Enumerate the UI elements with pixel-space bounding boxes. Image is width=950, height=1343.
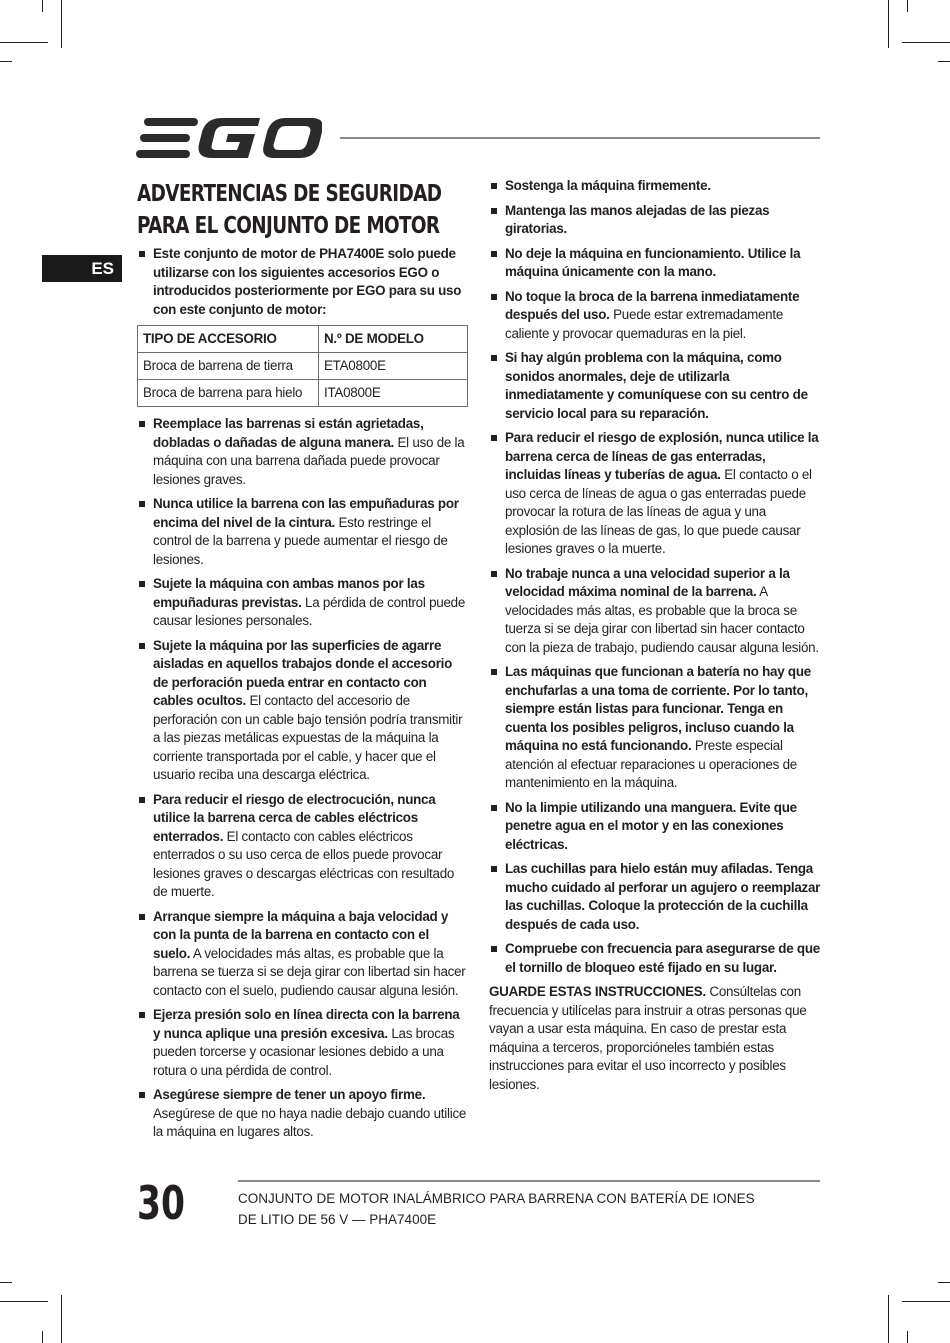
list-item — [489, 940, 822, 977]
warning-bold: No la limpie utilizando una manguera. Evite que penetre agua en el motor y en las conexiones eléctricas. — [505, 799, 797, 852]
list-item — [489, 288, 822, 344]
table-cell: ITA0800E — [319, 380, 468, 407]
intro-list — [137, 245, 469, 319]
list-item — [489, 799, 822, 855]
warning-bold: Compruebe con frecuencia para asegurarse de que el tornillo de bloqueo esté fijado en su lugar. — [505, 941, 820, 975]
table-header: TIPO DE ACCESORIO — [138, 326, 319, 353]
closing-paragraph — [489, 983, 822, 1094]
crop-mark — [0, 1282, 12, 1283]
list-item — [137, 791, 469, 902]
crop-mark — [888, 0, 889, 48]
warning-bold: Asegúrese siempre de tener un apoyo firme. — [153, 1087, 426, 1102]
warning-bold: No deje la máquina en funcionamiento. Utilice la máquina únicamente con la mano. — [505, 245, 801, 279]
list-item — [137, 1086, 469, 1142]
header-rule — [340, 137, 820, 139]
section-title: ADVERTENCIAS DE SEGURIDAD PARA EL CONJUNTO DE MOTOR — [137, 181, 442, 239]
crop-mark — [907, 1331, 908, 1343]
warning-text: El contacto o el uso cerca de líneas de agua o gas enterradas puede provocar la rotura de las líneas de agua y una explosión de las líneas de gas, lo que puede causar lesiones graves o la muerte. — [505, 467, 812, 556]
closing-text: Consúltelas con frecuencia y utilícelas para instruir a otras personas que vayan a usar esta máquina. En caso de prestar esta máquina a terceros, proporcióneles también estas instrucciones para evitar el uso incorrecto y posibles lesiones. — [489, 984, 807, 1092]
list-item — [137, 1006, 469, 1080]
table-cell: Broca de barrena de tierra — [138, 353, 319, 380]
crop-mark — [0, 42, 48, 43]
crop-mark — [907, 0, 908, 12]
crop-mark — [61, 0, 62, 48]
warning-bold: Arranque siempre la máquina a baja velocidad y con la punta de la barrena en contacto con el suelo. — [153, 908, 449, 961]
warning-bold: Reemplace las barrenas si están agrietadas, dobladas o dañadas de alguna manera. — [153, 416, 424, 450]
warning-bold: Sujete la máquina por las superficies de agarre aisladas en aquellos trabajos donde el accesorio de perforación pueda entrar en contacto con cables ocultos. — [153, 637, 453, 708]
warning-bold: Para reducir el riesgo de electrocución, nunca utilice la barrena cerca de cables eléctricos enterrados. — [153, 791, 436, 844]
warning-text: A velocidades más altas, es probable que la broca se tuerza si se deja girar con libertad sin hacer contacto con la pieza de trabajo, pudiendo causar alguna lesión. — [505, 584, 819, 655]
list-item — [489, 177, 822, 196]
list-item — [489, 245, 822, 282]
crop-mark — [42, 1331, 43, 1343]
warning-bold: Nunca utilice la barrena con las empuñaduras por encima del nivel de la cintura. — [153, 496, 459, 530]
table-row — [138, 380, 468, 407]
list-item — [137, 495, 469, 569]
list-item — [137, 908, 469, 1001]
page-number: 30 — [137, 1176, 186, 1230]
crop-mark — [902, 1301, 950, 1302]
warning-bold: Sostenga la máquina firmemente. — [505, 178, 711, 193]
accessory-table — [137, 325, 468, 407]
warning-text: A velocidades más altas, es probable que la barrena se tuerza si se deja girar con libertad sin hacer contacto con el suelo, pudiendo causar alguna lesión. — [153, 945, 466, 998]
warning-bold: Ejerza presión solo en línea directa con la barrena y nunca aplique una presión excesiva. — [153, 1007, 460, 1041]
left-column — [137, 245, 469, 1148]
footer-rule — [238, 1180, 820, 1182]
table-cell: Broca de barrena para hielo — [138, 380, 319, 407]
list-item — [489, 429, 822, 559]
table-row — [138, 353, 468, 380]
right-warning-list — [489, 177, 822, 977]
list-item — [489, 860, 822, 934]
closing-bold: GUARDE ESTAS INSTRUCCIONES. — [489, 984, 706, 999]
list-item — [137, 637, 469, 785]
list-item — [137, 245, 469, 319]
warning-bold: Sujete la máquina con ambas manos por las empuñaduras previstas. — [153, 576, 425, 610]
crop-mark — [0, 1301, 48, 1302]
list-item — [137, 575, 469, 631]
warning-bold: Si hay algún problema con la máquina, como sonidos anormales, deje de utilizarla inmediatamente y comuníquese con su centro de servicio local para su reparación. — [505, 350, 808, 421]
right-column — [489, 177, 822, 1094]
warning-bold: Para reducir el riesgo de explosión, nunca utilice la barrena cerca de líneas de gas enterradas, incluidas líneas y tuberías de agua. — [505, 430, 819, 482]
warning-text: La pérdida de control puede causar lesiones personales. — [153, 594, 466, 628]
warning-text: El contacto del accesorio de perforación con un cable bajo tensión podría transmitir a las piezas metálicas expuestas de la máquina la corriente transportada por el cable, y hacer que el usuario reciba una descarga eléctrica. — [153, 693, 463, 782]
language-tab: ES — [42, 255, 122, 282]
crop-mark — [902, 42, 950, 43]
table-cell: ETA0800E — [319, 353, 468, 380]
crop-mark — [61, 1295, 62, 1343]
list-item — [489, 202, 822, 239]
warning-bold: Mantenga las manos alejadas de las piezas giratorias. — [505, 202, 770, 236]
warning-text: El contacto con cables eléctricos enterrados o su uso cerca de ellos puede provocar lesiones graves o descargas eléctricas con resultado de muerte. — [153, 828, 455, 899]
left-warning-list — [137, 415, 469, 1142]
warning-text: Las brocas pueden torcerse y ocasionar lesiones debido a una rotura o una pérdida de control. — [153, 1025, 455, 1078]
list-item — [137, 415, 469, 489]
ego-logo — [136, 116, 322, 160]
warning-bold: No trabaje nunca a una velocidad superior a la velocidad máxima nominal de la barrena. — [505, 565, 790, 599]
crop-mark — [938, 1282, 950, 1283]
crop-mark — [938, 61, 950, 62]
warning-bold: No toque la broca de la barrena inmediatamente después del uso. — [505, 288, 800, 322]
table-header: N.º DE MODELO — [319, 326, 468, 353]
table-header-row — [138, 326, 468, 353]
crop-mark — [0, 61, 12, 62]
warning-text: Preste especial atención al efectuar reparaciones u operaciones de mantenimiento en la máquina. — [505, 738, 797, 790]
warning-text: Esto restringe el control de la barrena y puede aumentar el riesgo de lesiones. — [153, 514, 448, 567]
footer-title: CONJUNTO DE MOTOR INALÁMBRICO PARA BARRENA CON BATERÍA DE IONES DE LITIO DE 56 V — PHA7400E — [238, 1191, 755, 1227]
warning-bold: Las cuchillas para hielo están muy afiladas. Tenga mucho cuidado al perforar un agujero o reemplazar las cuchillas. Coloque la protección de la cuchilla después de cada uso. — [505, 861, 821, 932]
crop-mark — [888, 1295, 889, 1343]
list-item — [489, 663, 822, 793]
list-item — [489, 349, 822, 423]
warning-text: Puede estar extremadamente caliente y provocar quemaduras en la piel. — [505, 307, 784, 341]
crop-mark — [42, 0, 43, 12]
warning-text: Asegúrese de que no haya nadie debajo cuando utilice la máquina en lugares altos. — [153, 1105, 467, 1139]
warning-text: El uso de la máquina con una barrena dañada puede provocar lesiones graves. — [153, 434, 465, 487]
warning-bold: Las máquinas que funcionan a batería no hay que enchufarlas a una toma de corriente. Por lo tanto, siempre están listas para funcionar. Tenga en cuenta los posibles peligros, incluso cuando la máquina no está funcionando. — [505, 664, 811, 753]
list-item — [489, 565, 822, 658]
intro-text: Este conjunto de motor de PHA7400E solo puede utilizarse con los siguientes accesorios EGO o introducidos posteriormente por EGO para su uso con este conjunto de motor: — [153, 246, 462, 317]
